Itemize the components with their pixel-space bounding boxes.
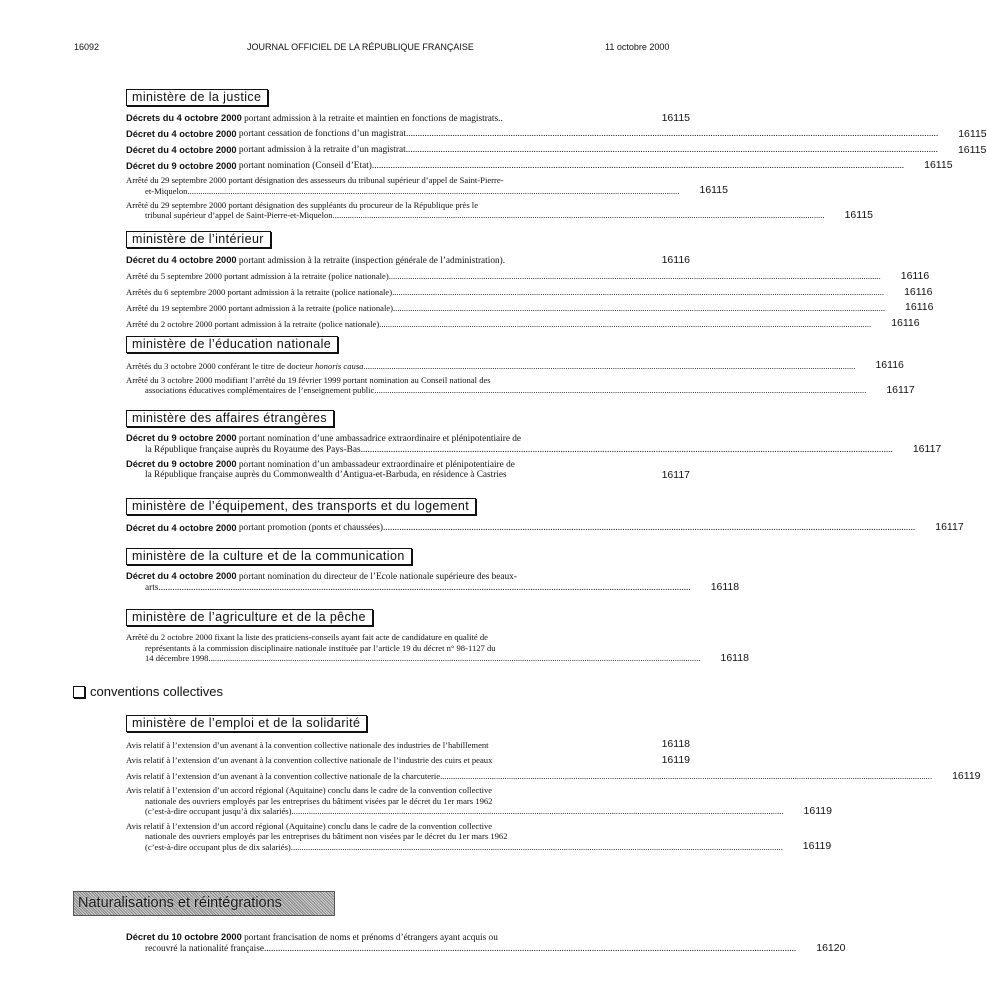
entry-text: Avis relatif à l’extension d’un avenant à la convention collective nationale de l’industrie des cuirs et peaux xyxy=(126,755,493,766)
leader-dots: ..................................................................................................................................................................................................................................... xyxy=(392,287,885,298)
list-item[interactable] xyxy=(126,571,740,593)
page-ref: 16116 xyxy=(905,301,934,314)
page-ref: 16119 xyxy=(802,840,832,853)
entry-text-cont: représentants à la commission disciplinaire nationale instituée par l’article 19 du décret n° 98-1127 du xyxy=(145,642,496,653)
conventions-label: conventions collectives xyxy=(90,684,223,699)
list-item[interactable] xyxy=(126,769,981,782)
list-item[interactable] xyxy=(126,359,904,371)
page-ref: 16116 xyxy=(900,269,930,282)
list-item[interactable] xyxy=(126,738,690,750)
list-item[interactable] xyxy=(126,112,690,124)
entry-text-cont: (c’est-à-dire occupant jusqu’à dix salariés) xyxy=(145,806,292,817)
list-item[interactable] xyxy=(126,932,846,954)
entry-text-cont: recouvré la nationalité française xyxy=(145,943,264,954)
page-ref: 16116 xyxy=(875,359,904,371)
section-emploi xyxy=(126,714,981,856)
page-ref: 16115 xyxy=(924,159,953,172)
leader-dots: ..................................................................................................................................................................................................................................... xyxy=(264,943,797,954)
entry-text: Arrêté du 2 octobre 2000 fixant la liste des praticiens-conseils ayant fait acte de candidature en qualité de xyxy=(126,632,488,642)
leader-dots: ..................................................................................................................................................................................................................................... xyxy=(208,653,701,663)
page-ref: 16120 xyxy=(816,942,846,954)
list-item[interactable] xyxy=(126,254,690,266)
entry-bold: Décret du 9 octobre 2000 xyxy=(126,458,237,469)
list-item[interactable] xyxy=(126,269,930,282)
entry-text-cont: (c’est-à-dire occupant plus de dix salariés) xyxy=(145,841,291,852)
page-ref: 16117 xyxy=(935,521,964,533)
entry-text-cont: associations éducatives complémentaires de l’enseignement public xyxy=(145,385,375,396)
page-number: 16092 xyxy=(74,42,100,52)
page-ref: 16118 xyxy=(661,738,690,750)
checkbox-square-icon xyxy=(73,686,85,698)
entry-text-cont: la République française auprès du Royaume des Pays-Bas xyxy=(145,444,361,455)
list-item[interactable] xyxy=(126,317,920,330)
entry-text: portant nomination (Conseil d’Etat) xyxy=(236,160,372,171)
ministry-title: ministère de l’éducation nationale xyxy=(126,336,338,353)
entry-text-cont: arts xyxy=(145,582,159,593)
entry-text: Arrêté du 5 septembre 2000 portant admission à la retraite (police nationale) xyxy=(126,271,389,282)
page-ref: 16115 xyxy=(661,112,690,124)
entry-bold: Décret du 4 octobre 2000 xyxy=(126,571,237,581)
page-ref: 16118 xyxy=(710,581,740,593)
leader-dots: ..................................................................................................................................................................................................................................... xyxy=(363,360,856,371)
section-naturalisations xyxy=(126,932,846,958)
list-item[interactable] xyxy=(126,143,987,156)
list-item[interactable] xyxy=(126,285,933,298)
entry-text: Arrêté du 2 octobre 2000 portant admission à la retraite (police nationale) xyxy=(126,318,380,329)
entry-bold: Décret du 10 octobre 2000 xyxy=(126,932,242,942)
page-ref: 16117 xyxy=(886,383,915,396)
leader-dots: ..................................................................................................................................................................................................................................... xyxy=(440,771,933,782)
list-item[interactable] xyxy=(126,820,832,853)
page-ref: 16119 xyxy=(952,769,981,782)
leader-dots: ..................................................................................................................................................................................................................................... xyxy=(379,318,872,329)
page-ref: 16117 xyxy=(661,468,690,481)
entry-text: portant francisation de noms et prénoms d’étrangers ayant acquis ou xyxy=(241,933,498,943)
page-ref: 16119 xyxy=(661,753,690,766)
section-affaires-etrangeres xyxy=(126,409,942,485)
entry-bold: Décret du 9 octobre 2000 xyxy=(126,160,237,171)
list-item[interactable] xyxy=(126,159,953,172)
entry-text: portant cessation de fonctions d’un magistrat xyxy=(236,129,406,140)
leader-dots: ..................................................................................................................................................................................................................................... xyxy=(187,185,680,196)
entry-text: portant nomination d’un ambassadeur extraordinaire et plénipotentiaire de xyxy=(236,459,515,470)
list-item[interactable] xyxy=(126,127,987,140)
list-item[interactable] xyxy=(126,433,942,455)
entry-text: Avis relatif à l’extension d’un avenant à la convention collective nationale de la charcuterie xyxy=(126,771,441,782)
leader-dots: ..................................................................................................................................................................................................................................... xyxy=(371,160,905,171)
ministry-title: ministère des affaires étrangères xyxy=(126,410,334,427)
page-ref: 16116 xyxy=(661,254,690,266)
list-item[interactable] xyxy=(126,521,964,533)
list-item[interactable] xyxy=(126,175,728,197)
leader-dots: ..................................................................................................................................................................................................................................... xyxy=(405,145,938,156)
leader-dots: ..................................................................................................................................................................................................................................... xyxy=(393,302,886,313)
leader-dots: ..................................................................................................................................................................................................................................... xyxy=(290,841,783,852)
entry-bold: Décret du 4 octobre 2000 xyxy=(126,522,237,533)
section-agriculture xyxy=(126,608,749,667)
page-ref: 16118 xyxy=(720,651,749,664)
entry-text: portant nomination d’une ambassadrice extraordinaire et plénipotentiaire de xyxy=(236,434,522,444)
ministry-title: ministère de la justice xyxy=(126,89,268,106)
entry-text: Arrêté du 29 septembre 2000 portant désignation des suppléants du procureur de la République près le xyxy=(126,199,479,210)
issue-date: 11 octobre 2000 xyxy=(605,42,670,52)
conventions-heading xyxy=(73,684,223,699)
page-ref: 16115 xyxy=(957,143,987,156)
entry-text: Avis relatif à l’extension d’un accord régional (Aquitaine) conclu dans le cadre de la convention collective xyxy=(126,820,493,831)
page-ref: 16116 xyxy=(904,285,933,298)
page-ref: 16115 xyxy=(958,127,987,140)
leader-dots: ..................................................................................................................................................................................................................................... xyxy=(374,385,867,396)
ministry-title: ministère de l’équipement, des transports et du logement xyxy=(126,498,476,515)
leader-dots: ..................................................................................................................................................................................................................................... xyxy=(360,444,893,455)
list-item[interactable] xyxy=(126,785,832,817)
list-item[interactable] xyxy=(126,301,934,314)
entry-text-cont: tribunal supérieur d’appel de Saint-Pierre-et-Miquelon xyxy=(145,210,333,221)
entry-bold: Décrets du 4 octobre 2000 xyxy=(126,112,242,123)
entry-text: Arrêté du 19 septembre 2000 portant admission à la retraite (police nationale) xyxy=(126,302,394,313)
entry-text-cont: la République française auprès du Commonwealth d’Antigua-et-Barbuda, en résidence à Castries xyxy=(145,470,507,481)
page-ref: 16117 xyxy=(912,443,942,455)
entry-text-cont: 14 décembre 1998 xyxy=(145,653,209,663)
ministry-title: ministère de la culture et de la communication xyxy=(126,548,412,565)
list-item[interactable] xyxy=(126,754,690,766)
page-ref: 16115 xyxy=(699,184,728,197)
list-item[interactable] xyxy=(126,374,915,396)
entry-text: Avis relatif à l’extension d’un accord régional (Aquitaine) conclu dans le cadre de la convention collective xyxy=(126,785,493,796)
entry-bold: Décret du 4 octobre 2000 xyxy=(126,129,237,140)
list-item[interactable] xyxy=(126,199,873,221)
section-equipement xyxy=(126,497,964,537)
list-item[interactable] xyxy=(126,459,690,481)
entry-text-cont: nationale des ouvriers employés par les entreprises du bâtiment visées par le décret du 1er mars 1962 xyxy=(145,795,493,806)
leader-dots: ..................................................................................................................................................................................................................................... xyxy=(291,806,784,817)
naturalisations-heading: Naturalisations et réintégrations xyxy=(73,891,335,916)
leader-dots: ..................................................................................................................................................................................................................................... xyxy=(382,522,916,533)
entry-text: Arrêtés du 3 octobre 2000 conférant le titre de docteur xyxy=(126,360,315,371)
entry-italic: honoris causa xyxy=(315,360,364,371)
page-ref: 16116 xyxy=(891,317,920,330)
leader-dots: ..................................................................................................................................................................................................................................... xyxy=(332,210,825,221)
entry-text-cont: et-Miquelon xyxy=(145,185,188,196)
section-culture xyxy=(126,547,740,597)
entry-bold: Décret du 9 octobre 2000 xyxy=(126,433,237,443)
leader-dots: ..................................................................................................................................................................................................................................... xyxy=(158,582,691,593)
ministry-title: ministère de l’agriculture et de la pêche xyxy=(126,609,373,626)
leader-dots: ..................................................................................................................................................................................................................................... xyxy=(388,271,881,282)
ministry-title: ministère de l’emploi et de la solidarité xyxy=(126,715,367,732)
section-justice xyxy=(126,88,987,225)
entry-text: portant admission à la retraite (inspection générale de l’administration). xyxy=(236,255,506,266)
leader-dots: ..................................................................................................................................................................................................................................... xyxy=(405,129,939,140)
entry-text: portant admission à la retraite et maintien en fonctions de magistrats.. xyxy=(241,113,503,124)
entry-bold: Décret du 4 octobre 2000 xyxy=(126,145,237,156)
page-ref: 16119 xyxy=(803,804,832,817)
entry-text: portant nomination du directeur de l’Ecole nationale supérieure des beaux- xyxy=(236,572,517,582)
section-interieur xyxy=(126,230,934,333)
entry-text: Arrêté du 29 septembre 2000 portant désignation des assesseurs du tribunal supérieur d’appel de Saint-Pierre- xyxy=(126,175,504,186)
entry-text: portant admission à la retraite d’un magistrat xyxy=(236,145,406,156)
ministry-title: ministère de l’intérieur xyxy=(126,231,271,248)
entry-text: Avis relatif à l’extension d’un avenant à la convention collective nationale des industries de l’habillement xyxy=(126,739,489,750)
entry-bold: Décret du 4 octobre 2000 xyxy=(126,254,237,265)
entry-text: Arrêté du 3 octobre 2000 modifiant l’arrêté du 19 février 1999 portant nomination au Conseil national des xyxy=(126,374,491,385)
list-item[interactable] xyxy=(126,632,749,664)
entry-text-cont: nationale des ouvriers employés par les entreprises du bâtiment non visées par le décret du 1er mars 1962 xyxy=(145,831,508,842)
section-education xyxy=(126,335,915,400)
entry-text: portant promotion (ponts et chaussées) xyxy=(236,522,383,533)
entry-text: Arrêtés du 6 septembre 2000 portant admission à la retraite (police nationale) xyxy=(126,287,393,298)
journal-title: JOURNAL OFFICIEL DE LA RÉPUBLIQUE FRANÇAISE xyxy=(247,42,474,52)
page-ref: 16115 xyxy=(844,208,873,221)
